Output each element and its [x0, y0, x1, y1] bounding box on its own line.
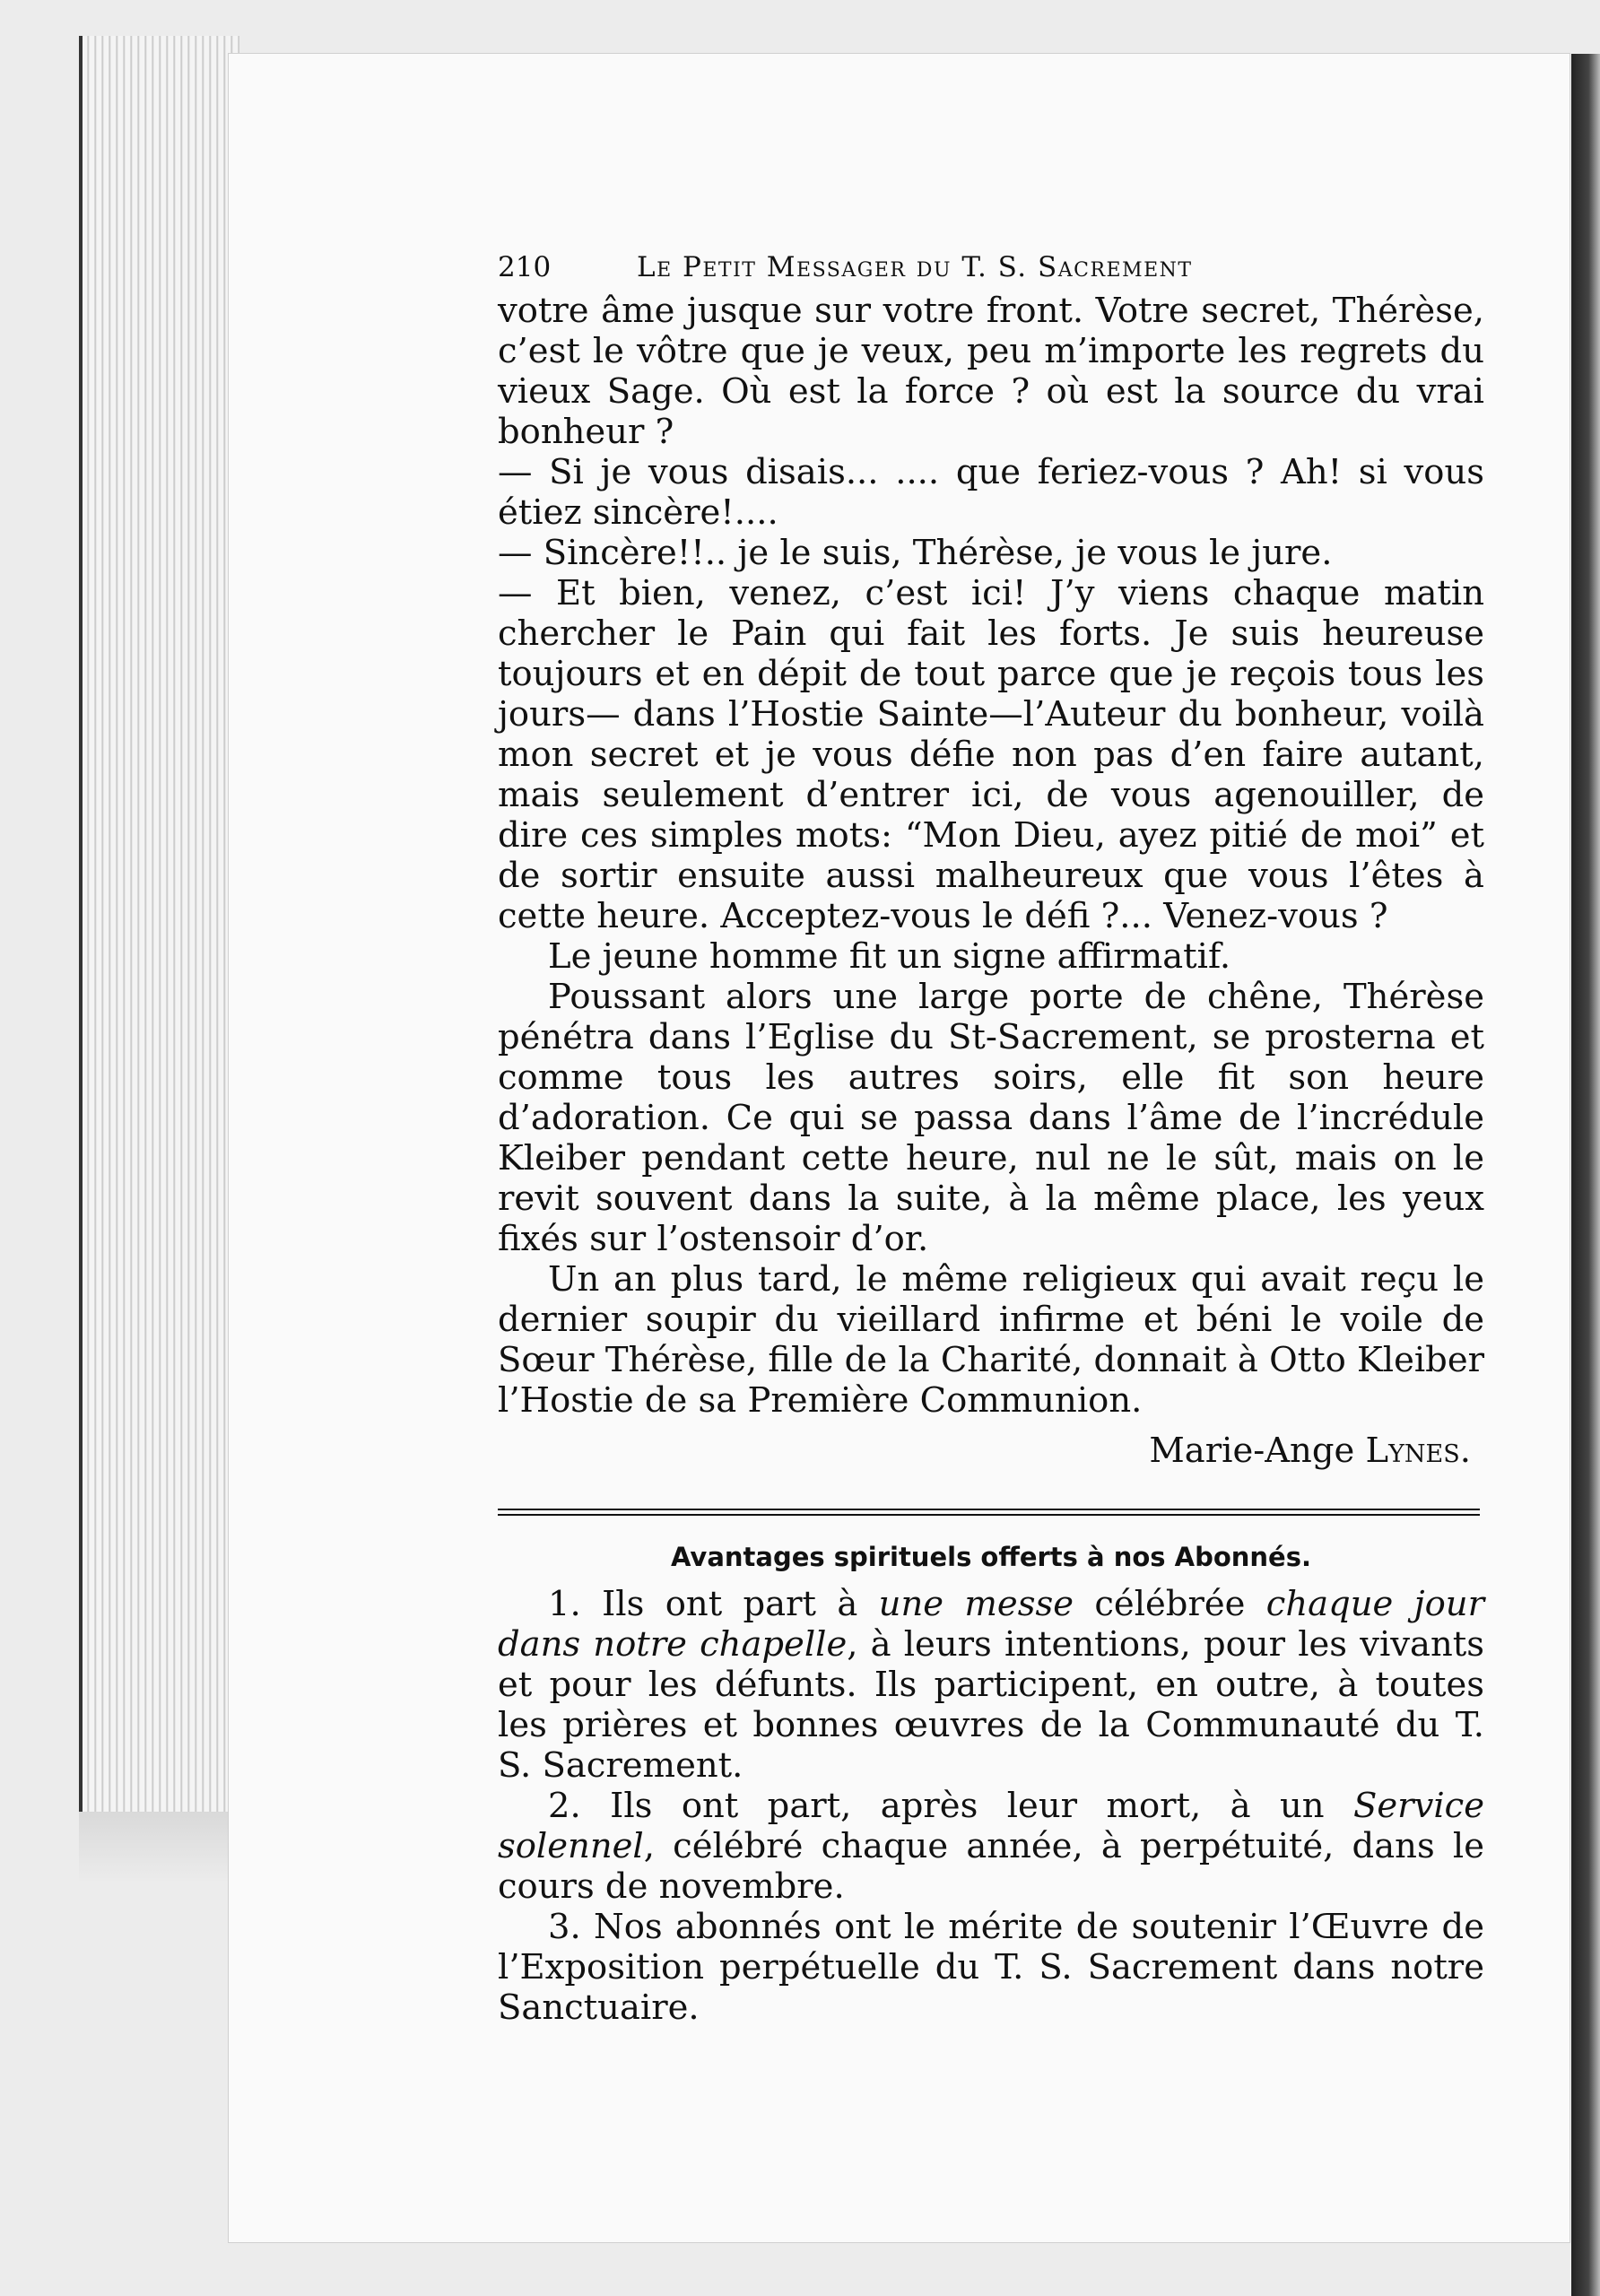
- book-right-edge: [1571, 54, 1600, 2296]
- story-paragraph: votre âme jusque sur votre front. Votre secret, Thérèse, c’est le vôtre que je veux, peu m’importe les regrets du vieux Sage. Où est la force ? où est la source du vrai bonheur ?: [498, 291, 1484, 452]
- author-last-name: Lynes.: [1365, 1431, 1471, 1471]
- story-paragraph: Un an plus tard, le même religieux qui avait reçu le dernier soupir du vieillard infirme et béni le voile de Sœur Thérèse, fille de la Charité, donnait à Otto Kleiber l’Hostie de sa Première Communion.: [498, 1259, 1485, 1421]
- subscriber-notice: [498, 1584, 1484, 2028]
- notice-text: 2. Ils ont part, après leur mort, à un: [548, 1786, 1354, 1826]
- notice-text: , célébré chaque année, à perpétuité, dans le cours de novembre.: [498, 1826, 1484, 1907]
- notice-text: 1. Ils ont part à: [548, 1584, 879, 1624]
- story-paragraph: Poussant alors une large porte de chêne, Thérèse pénétra dans l’Eglise du St-Sacrement, se prosterna et comme tous les autres soirs, elle fit son heure d’adoration. Ce qui se passa dans l’âme de l’incrédule Kleiber pendant cette heure, nul ne le sût, mais on le revit souvent dans la suite, à la même place, les yeux fixés sur l’ostensoir d’or.: [498, 977, 1484, 1259]
- story-paragraph: — Si je vous disais... .... que feriez-vous ? Ah! si vous étiez sincère!....: [498, 452, 1484, 533]
- story-paragraph: — Et bien, venez, c’est ici! J’y viens chaque matin chercher le Pain qui fait les forts. Je suis heureuse toujours et en dépit de tout parce que je reçois tous les jours— dans l’Hostie Sainte—l’Auteur du bonheur, voilà mon secret et je vous défie non pas d’en faire autant, mais seulement d’entrer ici, de vous agenouiller, de dire ces simples mots: “Mon Dieu, ayez pitié de moi” et de sortir ensuite aussi malheureux que vous l’êtes à cette heure. Acceptez-vous le défi ?... Venez-vous ?: [498, 573, 1484, 936]
- notice-item-2: [498, 1786, 1484, 1907]
- notice-text: , à leurs intentions, pour les vivants et pour les défunts. Ils participent, en outre, à toutes les prières et bonnes œuvres de la Communauté du T. S. Sacrement.: [498, 1624, 1484, 1786]
- author-first-name: Marie-Ange: [1149, 1431, 1355, 1471]
- book-page-edges: [79, 36, 239, 1857]
- double-rule-divider: [498, 1509, 1480, 1516]
- notice-emphasis: Service solennel: [498, 1786, 1484, 1866]
- notice-emphasis: une messe: [878, 1584, 1074, 1624]
- running-head: [498, 249, 1484, 285]
- story-paragraph: Le jeune homme fit un signe affirmatif.: [548, 936, 1231, 977]
- running-title: Le Petit Messager du T. S. Sacrement: [637, 251, 1193, 283]
- story-paragraph: — Sincère!!.. je le suis, Thérèse, je vous le jure.: [498, 533, 1333, 573]
- notice-emphasis: chaque jour dans notre chapelle: [498, 1584, 1484, 1665]
- page-number: 210: [498, 251, 552, 283]
- author-signature: [498, 1430, 1484, 1473]
- story-text: [498, 291, 1484, 1421]
- page-content: [498, 249, 1484, 2028]
- notice-title: Avantages spirituels offerts à nos Abonnés.: [671, 1542, 1311, 1572]
- notice-item-1: [498, 1584, 1484, 1786]
- notice-item-3: 3. Nos abonnés ont le mérite de soutenir l’Œuvre de l’Exposition perpétuelle du T. S. Sacrement dans notre Sanctuaire.: [498, 1907, 1484, 2028]
- book-bottom-shadow: [79, 1812, 236, 1883]
- notice-text: célébrée: [1074, 1584, 1266, 1624]
